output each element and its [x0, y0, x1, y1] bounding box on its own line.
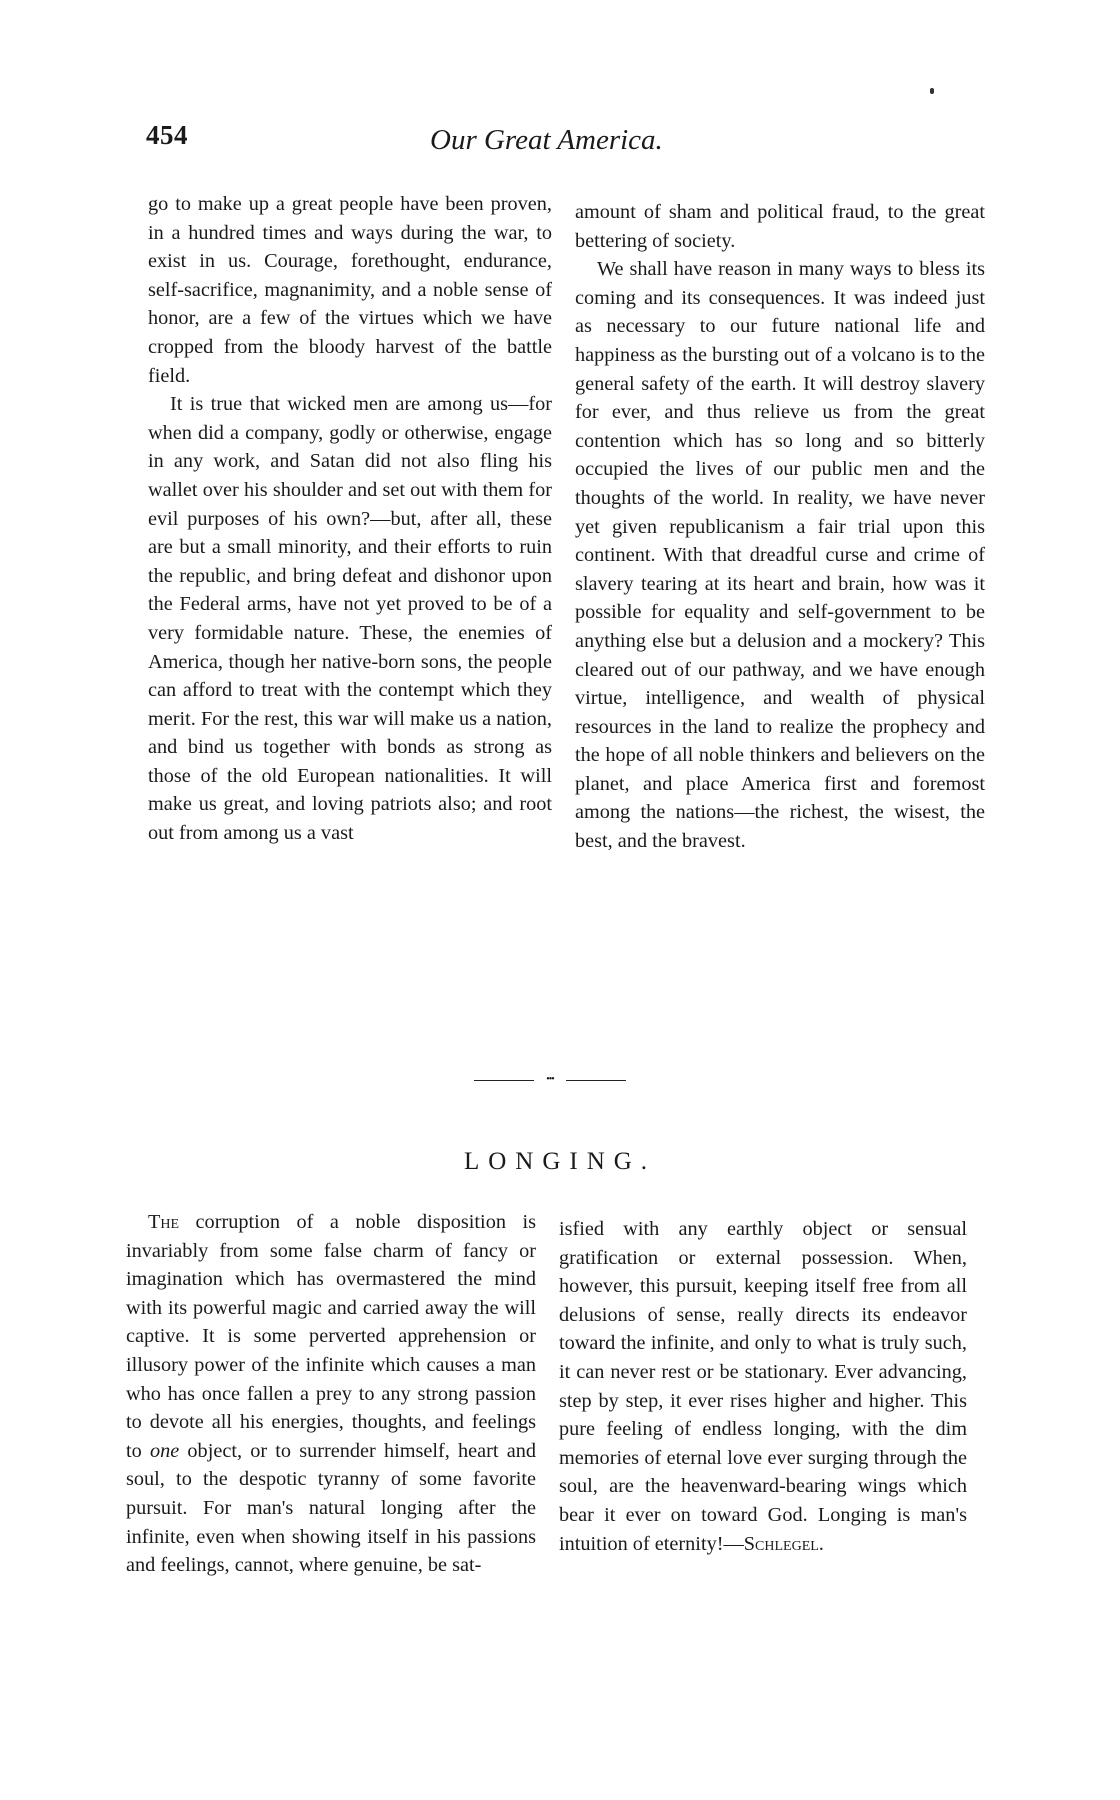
article-1-left-column [148, 190, 552, 848]
section-divider [474, 1075, 626, 1087]
page-number: 454 [146, 120, 188, 150]
author-attribution: Schlegel. [743, 1532, 824, 1555]
article-1-right-column [575, 198, 985, 856]
section-title: LONGING. [463, 1148, 657, 1175]
emphasis-word: one [149, 1439, 180, 1462]
paragraph: It is true that wicked men are among us—for when did a company, godly or otherwise, engage in any work, and Satan did not also fling his wallet over his shoulder and set out with them for evil purposes of his own?—but, after all, these are but a small minority, and their efforts to ruin the republic, and bring defeat and dishonor upon the Federal arms, have not yet proved to be of a very formidable nature. These, the enemies of America, though her native-born sons, the people can afford to treat with the contempt which they merit. For the rest, this war will make us a nation, and bind us together with bonds as strong as those of the old European nationalities. It will make us great, and loving patriots also; and root out from among us a vast [148, 393, 552, 845]
paragraph: amount of sham and political fraud, to the great bettering of society. [575, 201, 985, 252]
paragraph: go to make up a great people have been proven, in a hundred times and ways during the war, to exist in us. Courage, forethought, endurance, self-sacrifice, magnanimity, and a noble sense of honor, are a few of the virtues which we have cropped from the bloody harvest of the battle field. [148, 193, 552, 387]
text-run: corruption of a noble disposition is invariably from some false charm of fancy or imagination which has overmastered the mind with its powerful magic and carried away the will captive. It is some perverted apprehension or illusory power of the infinite which causes a man who has once fallen a prey to any strong passion to devote all his energies, thoughts, and feelings to [126, 1211, 536, 1462]
paragraph [126, 1208, 536, 1580]
divider-rule-right [566, 1080, 626, 1081]
article-2-right-column [559, 1215, 967, 1558]
running-head [140, 120, 1000, 170]
running-title: Our Great America. [430, 124, 663, 156]
paragraph: We shall have reason in many ways to bless its coming and its consequences. It was indeed just as necessary to our future national life and happiness as the bursting out of a volcano is to the general safety of the earth. It will destroy slavery for ever, and thus relieve us from the great contention which has so long and so bitterly occupied the lives of our public men and the thoughts of the world. In reality, we have never yet given republicanism a fair trial upon this continent. With that dreadful curse and crime of slavery tearing at its heart and brain, how was it possible for equality and self-government to be anything else but a delusion and a mockery? This cleared out of our pathway, and we have enough virtue, intelligence, and wealth of physical resources in the land to realize the prophecy and the hope of all noble thinkers and believers on the planet, and place America first and foremost among the nations—the richest, the wisest, the best, and the bravest. [575, 258, 985, 853]
divider-rule-left [474, 1080, 534, 1081]
text-run: isfied with any earthly object or sensual gratification or external possession. When, however, this pursuit, keeping itself free from all delusions of sense, really directs its endeavor toward the infinite, and only to what is truly such, it can never rest or be stationary. Ever advancing, step by step, it ever rises higher and higher. This pure feeling of endless longing, with the dim memories of eternal love ever surging through the soul, are the heavenward-bearing wings which bear it ever on toward God. Longing is man's intuition of eternity!— [559, 1218, 967, 1555]
paragraph [559, 1215, 967, 1558]
text-run: object, or to surrender himself, heart and soul, to the despotic tyranny of some favorite pursuit. For man's natural longing after the infinite, even when showing itself in his passions and feelings, cannot, where genuine, be sat- [126, 1439, 536, 1577]
article-2-left-column [126, 1208, 536, 1580]
ink-speck [930, 88, 934, 94]
divider-ornament: ••• [546, 1074, 554, 1085]
lead-in-word: The [148, 1211, 180, 1233]
